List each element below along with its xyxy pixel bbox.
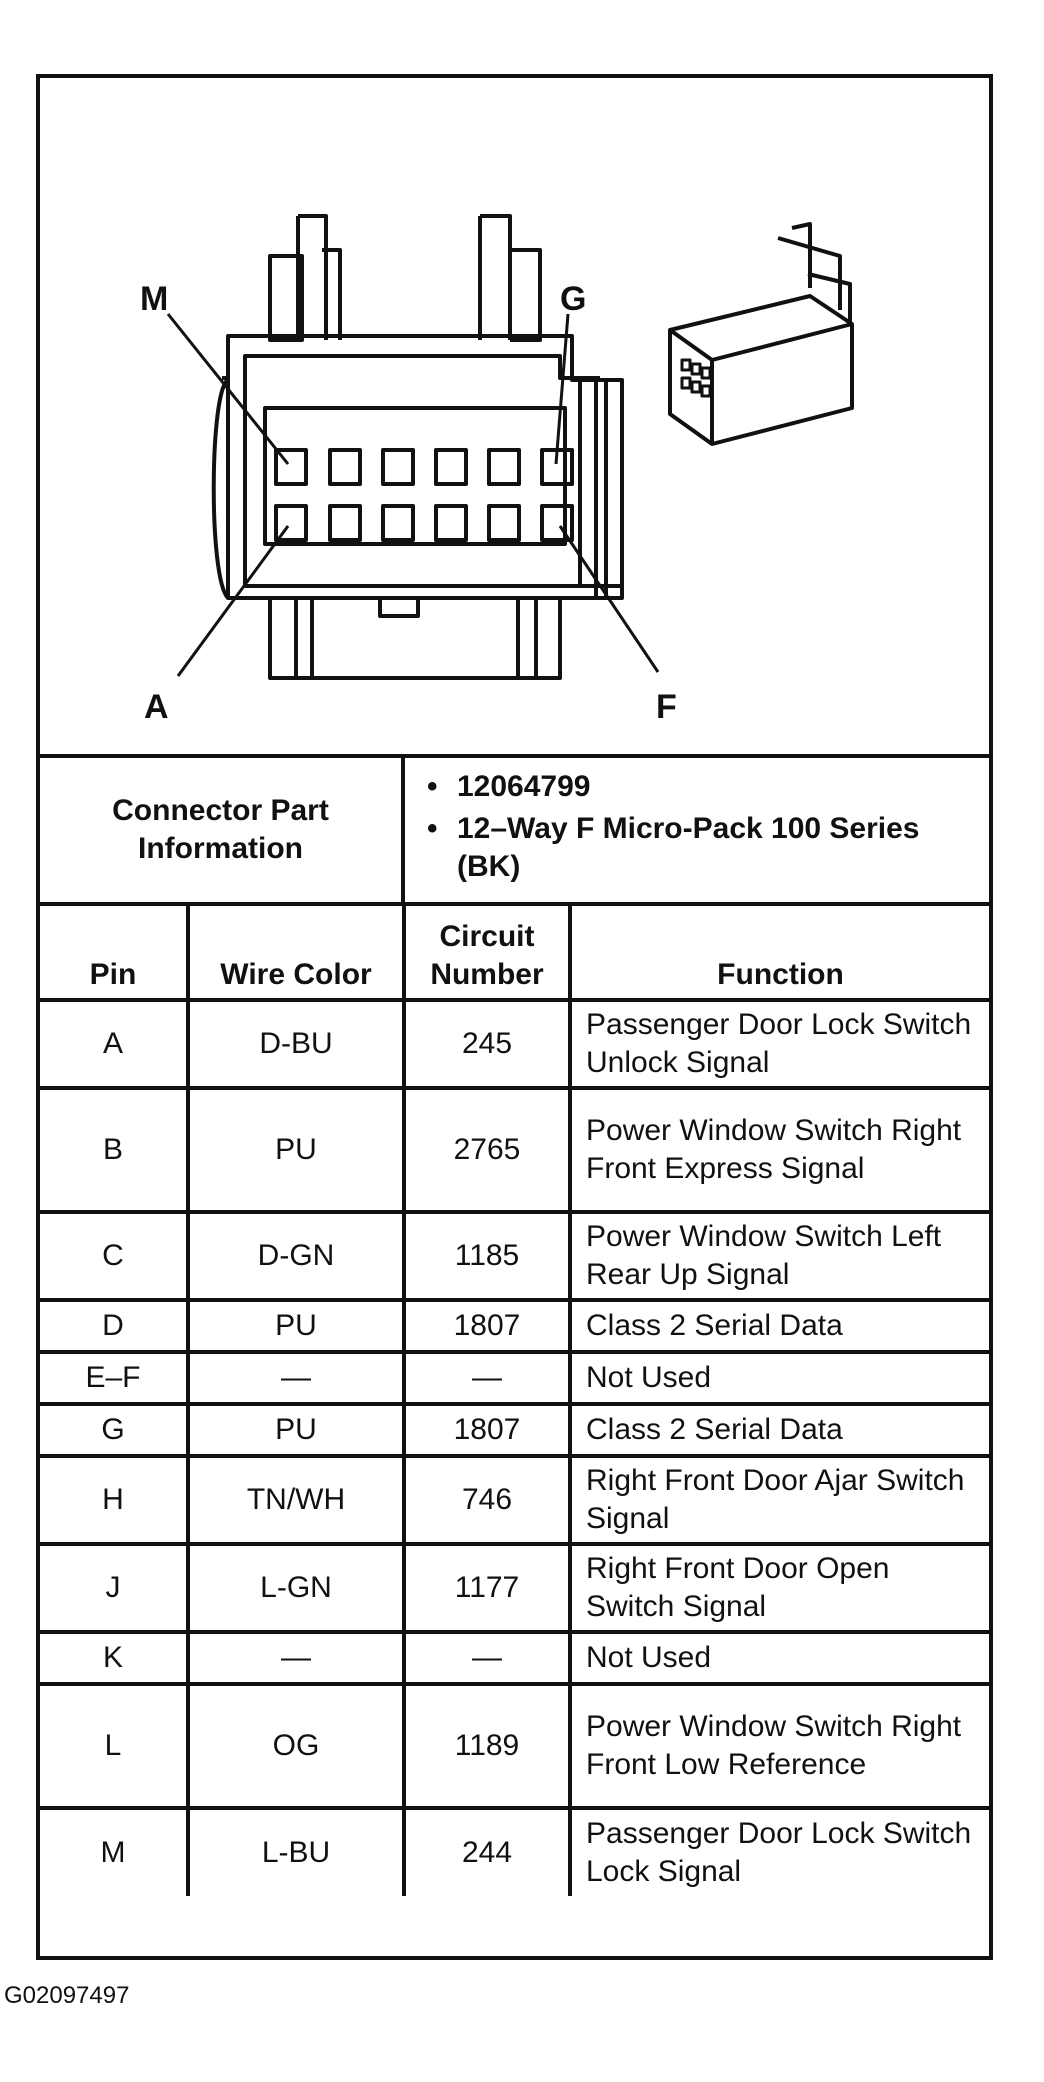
table-row — [40, 1300, 989, 1352]
cell-wire-color: PU — [188, 1088, 404, 1212]
header-wire-color: Wire Color — [188, 904, 404, 1000]
pin-cavity-row-bottom — [276, 506, 572, 540]
cell-pin: M — [40, 1808, 188, 1896]
cell-wire-color: PU — [188, 1300, 404, 1352]
table-row — [40, 1456, 989, 1544]
cell-wire-color: D-BU — [188, 1000, 404, 1088]
cell-pin: A — [40, 1000, 188, 1088]
part-number: • 12064799 — [423, 768, 989, 806]
cell-function: Power Window Switch Right Front Low Reference — [570, 1684, 989, 1808]
cell-circuit-number: — — [404, 1352, 570, 1404]
label-pin-a: A — [144, 688, 169, 726]
table-row — [40, 1088, 989, 1212]
cell-wire-color: OG — [188, 1684, 404, 1808]
table-row — [40, 1632, 989, 1684]
top-latch-left-icon — [270, 216, 340, 340]
header-circuit-number: Circuit Number — [404, 904, 570, 1000]
label-pin-m: M — [140, 280, 169, 318]
connector-face-diagram — [40, 78, 989, 754]
cell-circuit-number: 2765 — [404, 1088, 570, 1212]
cell-pin: H — [40, 1456, 188, 1544]
cell-wire-color: L-GN — [188, 1544, 404, 1632]
pin-cavity-row-top — [276, 450, 572, 484]
cell-function: Class 2 Serial Data — [570, 1404, 989, 1456]
table-row — [40, 1352, 989, 1404]
pin-table-header — [40, 904, 989, 1000]
cell-pin: D — [40, 1300, 188, 1352]
figure-code: G02097497 — [4, 1982, 130, 2009]
connector-part-info-values — [405, 758, 989, 902]
cell-circuit-number: 245 — [404, 1000, 570, 1088]
cell-circuit-number: 1189 — [404, 1684, 570, 1808]
cell-circuit-number: 1177 — [404, 1544, 570, 1632]
table-row — [40, 1808, 989, 1896]
cell-pin: J — [40, 1544, 188, 1632]
connector-type: • 12–Way F Micro-Pack 100 Series (BK) — [423, 810, 989, 886]
cell-pin: K — [40, 1632, 188, 1684]
cell-circuit-number: 244 — [404, 1808, 570, 1896]
pin-table — [40, 902, 989, 1896]
cell-circuit-number: 746 — [404, 1456, 570, 1544]
table-row — [40, 1000, 989, 1088]
cell-function: Right Front Door Open Switch Signal — [570, 1544, 989, 1632]
cell-circuit-number: 1807 — [404, 1300, 570, 1352]
cell-function: Class 2 Serial Data — [570, 1300, 989, 1352]
label-pin-f: F — [656, 688, 677, 726]
table-row — [40, 1684, 989, 1808]
cell-function: Not Used — [570, 1632, 989, 1684]
cell-wire-color: — — [188, 1632, 404, 1684]
cell-wire-color: L-BU — [188, 1808, 404, 1896]
cell-circuit-number: 1807 — [404, 1404, 570, 1456]
connector-part-info — [40, 754, 989, 902]
cell-pin: L — [40, 1684, 188, 1808]
header-pin: Pin — [40, 904, 188, 1000]
table-row — [40, 1544, 989, 1632]
cell-function: Power Window Switch Right Front Express Signal — [570, 1088, 989, 1212]
pin-table-body — [40, 1000, 989, 1896]
cell-wire-color: TN/WH — [188, 1456, 404, 1544]
table-row — [40, 1212, 989, 1300]
cell-circuit-number: — — [404, 1632, 570, 1684]
cell-function: Power Window Switch Left Rear Up Signal — [570, 1212, 989, 1300]
connector-3d-view-icon — [670, 224, 852, 444]
cell-wire-color: PU — [188, 1404, 404, 1456]
cell-function: Not Used — [570, 1352, 989, 1404]
cell-function: Right Front Door Ajar Switch Signal — [570, 1456, 989, 1544]
cell-pin: B — [40, 1088, 188, 1212]
cell-wire-color: D-GN — [188, 1212, 404, 1300]
label-pin-g: G — [560, 280, 587, 318]
connector-part-info-label: Connector Part Information — [40, 758, 405, 902]
connector-diagram-frame — [36, 74, 993, 1960]
cell-function: Passenger Door Lock Switch Unlock Signal — [570, 1000, 989, 1088]
cell-wire-color: — — [188, 1352, 404, 1404]
connector-face-svg — [40, 78, 989, 754]
cell-circuit-number: 1185 — [404, 1212, 570, 1300]
top-latch-right-icon — [480, 216, 540, 340]
cell-pin: C — [40, 1212, 188, 1300]
cell-pin: E–F — [40, 1352, 188, 1404]
cell-pin: G — [40, 1404, 188, 1456]
cell-function: Passenger Door Lock Switch Lock Signal — [570, 1808, 989, 1896]
table-row — [40, 1404, 989, 1456]
header-function: Function — [570, 904, 989, 1000]
